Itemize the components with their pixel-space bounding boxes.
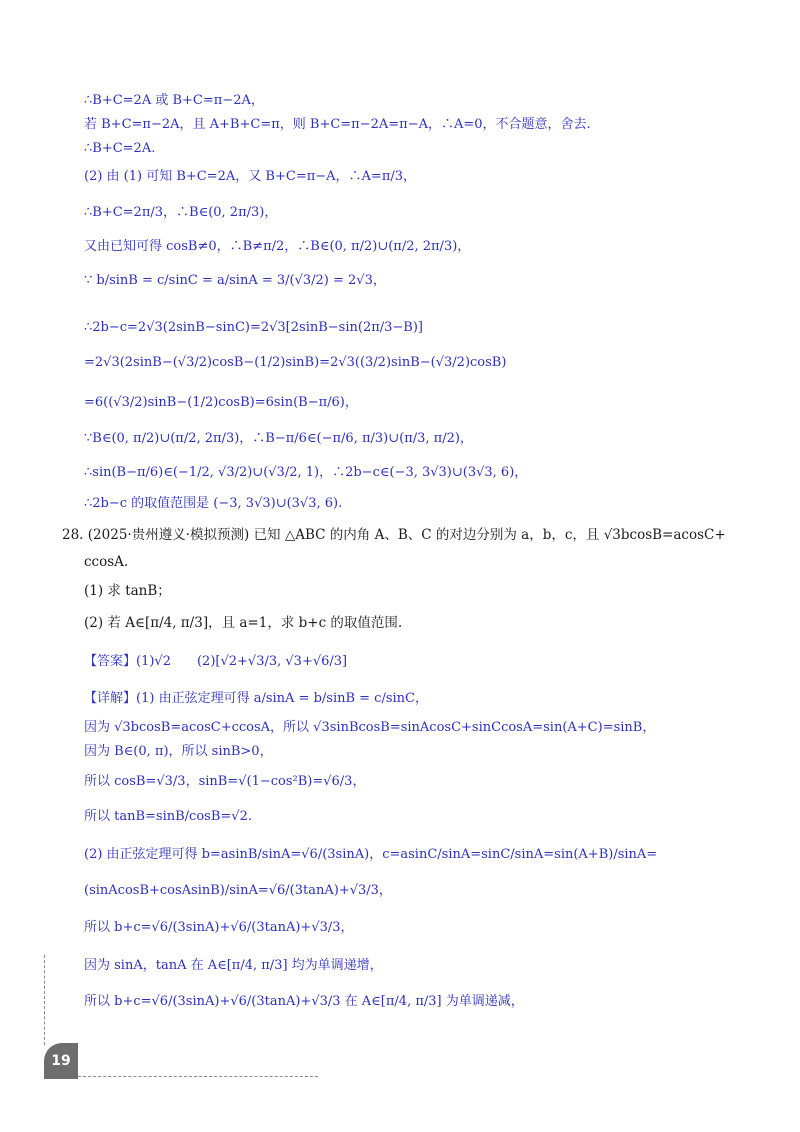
solution-line: ∴B+C=2A 或 B+C=π−2A， xyxy=(84,93,264,108)
solution-detail-line: (sinAcosB+cosAsinB)/sinA=√6/(3tanA)+√3/3， xyxy=(84,883,392,898)
page-number-badge: 19 xyxy=(44,1043,78,1079)
answer-text: (1)√2 (2)[√2+√3/3, √3+√6/3] xyxy=(136,654,348,669)
question-stem xyxy=(62,524,726,546)
solution-line: ∴2b−c 的取值范围是 (−3, 3√3)∪(3√3, 6). xyxy=(84,496,343,511)
solution-line: ∴sin(B−π/6)∈(−1/2, √3/2)∪(√3/2, 1)，∴2b−c∈(−3, 3√3)∪(3√3, 6)， xyxy=(84,465,528,480)
solution-line: ∵ b/sinB = c/sinC = a/sinA = 3/(√3/2) = 2√3， xyxy=(84,273,386,288)
solution-detail-line: 所以 b+c=√6/(3sinA)+√6/(3tanA)+√3/3， xyxy=(84,920,354,935)
solution-line: 又由已知可得 cosB≠0，∴B≠π/2，∴B∈(0, π/2)∪(π/2, 2π/3)， xyxy=(84,239,471,254)
solution-detail-line: 因为 √3bcosB=acosC+ccosA，所以 √3sinBcosB=sinAcosC+sinCcosA=sin(A+C)=sinB， xyxy=(84,720,656,735)
solution-line: ∴2b−c=2√3(2sinB−sinC)=2√3[2sinB−sin(2π/3−B)] xyxy=(84,320,424,335)
answer-tag: 【答案】 xyxy=(84,654,137,669)
question-part1: (1) 求 tanB； xyxy=(84,583,171,599)
margin-dashed-line xyxy=(44,955,45,1045)
solution-line: 若 B+C=π−2A，且 A+B+C=π，则 B+C=π−2A=π−A，∴A=0，不合题意，舍去. xyxy=(84,117,591,132)
solution-line: ∵B∈(0, π/2)∪(π/2, 2π/3)，∴B−π/6∈(−π/6, π/3)∪(π/3, π/2)， xyxy=(84,431,473,446)
footer-dashed-line xyxy=(78,1076,318,1077)
answer-line xyxy=(84,651,347,673)
question-stem-line1: 已知 △ABC 的内角 A、B、C 的对边分别为 a，b，c，且 √3bcosB=acosC+ xyxy=(253,527,726,543)
question-source: (2025·贵州遵义·模拟预测) xyxy=(87,527,250,543)
solution-detail-line: 所以 tanB=sinB/cosB=√2. xyxy=(84,809,252,824)
solution-tag: 【详解】 xyxy=(84,691,137,706)
solution-line: =2√3(2sinB−(√3/2)cosB−(1/2)sinB)=2√3((3/2)sinB−(√3/2)cosB) xyxy=(84,355,507,370)
solution-detail-line: (2) 由正弦定理可得 b=asinB/sinA=√6/(3sinA)，c=asinC/sinA=sinC/sinA=sin(A+B)/sinA= xyxy=(84,847,658,862)
question-part2: (2) 若 A∈[π/4, π/3]，且 a=1，求 b+c 的取值范围. xyxy=(84,615,403,631)
solution-line: =6((√3/2)sinB−(1/2)cosB)=6sin(B−π/6)， xyxy=(84,395,358,410)
solution-detail-line: 所以 b+c=√6/(3sinA)+√6/(3tanA)+√3/3 在 A∈[π/4, π/3] 为单调递减， xyxy=(84,994,524,1009)
question-number: 28. xyxy=(62,527,84,543)
solution-detail-line: 因为 sinA，tanA 在 A∈[π/4, π/3] 均为单调递增， xyxy=(84,958,383,973)
solution-line: (2) 由 (1) 可知 B+C=2A，又 B+C=π−A，∴A=π/3， xyxy=(84,169,417,184)
solution-detail-text: (1) 由正弦定理可得 a/sinA = b/sinB = c/sinC， xyxy=(136,691,428,706)
solution-detail-line: 因为 B∈(0, π)，所以 sinB>0， xyxy=(84,744,273,759)
solution-detail-line: 所以 cosB=√3/3，sinB=√(1−cos²B)=√6/3， xyxy=(84,774,366,789)
solution-line: ∴B+C=2A. xyxy=(84,141,156,156)
solution-detail-line xyxy=(84,688,428,710)
solution-line: ∴B+C=2π/3，∴B∈(0, 2π/3)， xyxy=(84,205,278,220)
question-stem-line2: ccosA. xyxy=(84,554,129,570)
